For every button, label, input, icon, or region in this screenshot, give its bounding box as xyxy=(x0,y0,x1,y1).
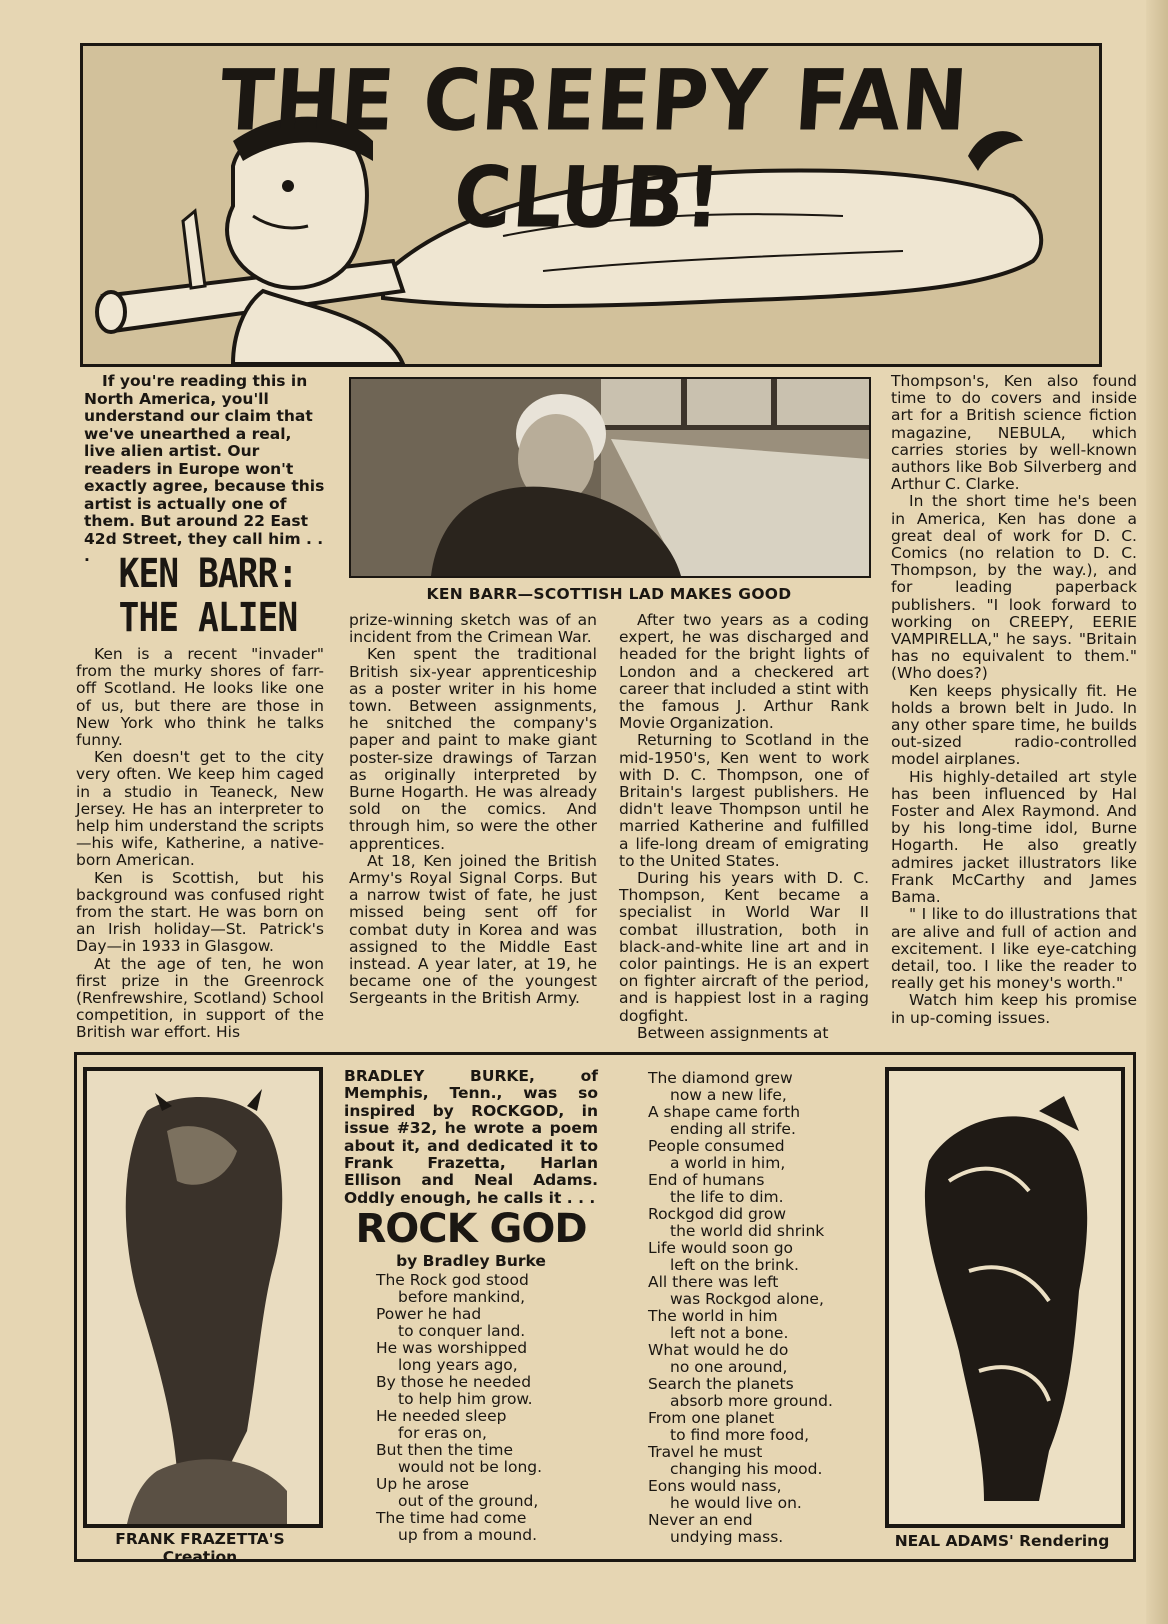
poem-line: no one around, xyxy=(670,1358,788,1376)
poem-line: left not a bone. xyxy=(670,1324,789,1342)
article-column-2 xyxy=(349,612,597,1008)
poem-title: ROCK GOD xyxy=(355,1206,587,1252)
poem-line: ending all strife. xyxy=(670,1120,796,1138)
poem-line: The world in him xyxy=(648,1307,778,1325)
poem-line: Travel he must xyxy=(648,1443,763,1461)
article-column-3 xyxy=(619,612,869,1042)
paragraph: At the age of ten, he won first prize in the Greenrock (Renfrewshire, Scotland) School competition, in support of the British war effort. His xyxy=(76,954,324,1042)
poem-line: The Rock god stood xyxy=(376,1271,529,1289)
poem-line: up from a mound. xyxy=(398,1526,538,1544)
poem-line: out of the ground, xyxy=(398,1492,539,1510)
article-column-4 xyxy=(891,373,1137,1027)
photo-image xyxy=(351,379,869,576)
poem-line: But then the time xyxy=(376,1441,514,1459)
poem-line: Eons would nass, xyxy=(648,1477,782,1495)
article-title-line1: KEN BARR: xyxy=(118,551,298,597)
header-banner xyxy=(80,43,1102,367)
poem-line: From one planet xyxy=(648,1409,775,1427)
poem-line: The diamond grew xyxy=(648,1069,793,1087)
poem-intro: BRADLEY BURKE, of Memphis, Tenn., was so inspired by ROCKGOD, in issue #32, he wrote a poem about it, and dedicated it to Frank Frazetta, Harlan Ellison and Neal Adams. Oddly enough, he calls it . . . xyxy=(344,1067,598,1207)
frazetta-caption: FRANK FRAZETTA'S Creation xyxy=(115,1530,285,1566)
intro-paragraph: If you're reading this in North America, you'll understand our claim that we've unearthed a real, live alien artist. Our readers in Europe won't exactly agree, because this artist is actually one of them. But around 22 East 42d Street, they call him . . . xyxy=(84,372,325,565)
paragraph: At 18, Ken joined the British Army's Royal Signal Corps. But a narrow twist of fate, he just missed being sent off for combat duty in Korea and was assigned to the Middle East instead. A year later, at 19, he became one of the youngest Sergeants in the British Army. xyxy=(349,851,597,1008)
ken-barr-photo xyxy=(349,377,871,578)
poem-line: Life would soon go xyxy=(648,1239,794,1257)
poem-line: changing his mood. xyxy=(670,1460,823,1478)
poem-line: All there was left xyxy=(648,1273,779,1291)
poem-line: the world did shrink xyxy=(670,1222,825,1240)
paragraph: Ken is a recent "invader" from the murky shores of farr-off Scotland. He looks like one of us, but there are those in New York who think he talks funny. xyxy=(76,645,324,750)
poem-line: now a new life, xyxy=(670,1086,787,1104)
poem-line: a world in him, xyxy=(670,1154,786,1172)
poem-line: People consumed xyxy=(648,1137,785,1155)
poem-line: He was worshipped xyxy=(376,1339,528,1357)
poem-line: before mankind, xyxy=(398,1288,526,1306)
paragraph: Between assignments at xyxy=(637,1023,829,1042)
paragraph: After two years as a coding expert, he was discharged and headed for the bright lights of London and a checkered art career that included a stint with the famous J. Arthur Rank Movie Organization. xyxy=(619,611,869,733)
frazetta-artwork xyxy=(83,1067,323,1528)
article-title xyxy=(108,552,308,640)
poem-line: absorb more ground. xyxy=(670,1392,833,1410)
paragraph: Ken doesn't get to the city very often. We keep him caged in a studio in Teaneck, New Jersey. He has an interpreter to help him understand the scripts—his wife, Katherine, a native-born American. xyxy=(76,748,324,870)
article-title-line2: THE ALIEN xyxy=(118,595,298,641)
poem-line: undying mass. xyxy=(670,1528,784,1546)
poem-line: to find more food, xyxy=(670,1426,810,1444)
paragraph: Ken spent the traditional British six-year apprenticeship as a poster writer in his home town. Between assignments, he snitched the company's paper and paint to make giant poster-size drawings of Tarzan as originally interpreted by Burne Hogarth. He was already sold on the comics. And through him, so were the other apprentices. xyxy=(349,645,597,853)
neal-adams-figure-image xyxy=(889,1071,1121,1524)
neal-adams-caption: NEAL ADAMS' Rendering xyxy=(894,1532,1110,1550)
poem-line: What would he do xyxy=(648,1341,789,1359)
article-column-1 xyxy=(76,646,324,1042)
poem-line: was Rockgod alone, xyxy=(670,1290,824,1308)
poem-line: to help him grow. xyxy=(398,1390,533,1408)
poem-line: Never an end xyxy=(648,1511,753,1529)
paragraph: Ken is Scottish, but his background was confused right from the start. He was born on an Irish holiday—St. Patrick's Day—in 1933 in Glasgow. xyxy=(76,868,324,956)
poem-line: left on the brink. xyxy=(670,1256,799,1274)
poem-line: he would live on. xyxy=(670,1494,802,1512)
poem-line: Rockgod did grow xyxy=(648,1205,787,1223)
paragraph: prize-winning sketch was of an incident from the Crimean War. xyxy=(349,611,597,647)
paragraph: Watch him keep his promise in up-coming issues. xyxy=(891,991,1137,1027)
article-intro xyxy=(84,373,326,566)
paragraph: During his years with D. C. Thompson, Kent became a specialist in World War II combat illustration, both in black-and-white line art and in color paintings. He is an expert on fighter aircraft of the period, and is happiest lost in a raging dogfight. xyxy=(619,869,869,1025)
poem-line: Search the planets xyxy=(648,1375,794,1393)
poem-line: A shape came forth xyxy=(648,1103,801,1121)
paragraph: Returning to Scotland in the mid-1950's, Ken went to work with D. C. Thompson, one of Britain's largest publishers. He didn't leave Thompson until he married Katherine and fulfilled a life-long dream of emigrating to the United States. xyxy=(619,731,869,870)
neal-adams-artwork xyxy=(885,1067,1125,1528)
poem-line: He needed sleep xyxy=(376,1407,507,1425)
poem-line: End of humans xyxy=(648,1171,765,1189)
poem-line: Up he arose xyxy=(376,1475,470,1493)
photo-caption: KEN BARR—SCOTTISH LAD MAKES GOOD xyxy=(426,585,792,603)
poem-byline: by Bradley Burke xyxy=(396,1252,546,1270)
poem-line: the life to dim. xyxy=(670,1188,784,1206)
frazetta-figure-image xyxy=(87,1071,319,1524)
poem-line: would not be long. xyxy=(398,1458,543,1476)
paragraph: Thompson's, Ken also found time to do covers and inside art for a British science fiction magazine, NEBULA, which carries stories by well-known authors like Bob Silverberg and Arthur C. Clarke. xyxy=(891,372,1137,494)
paragraph: In the short time he's been in America, Ken has done a great deal of work for D. C. Comics (no relation to D. C. Thompson, by the way.), and for leading paperback publishers. "I look forward to working on CREEPY, EERIE VAMPIRELLA," he says. "Britain has no equivalent to them." (Who does?) xyxy=(891,492,1137,683)
page-edge xyxy=(1146,0,1168,1624)
paragraph: His highly-detailed art style has been influenced by Hal Foster and Alex Raymond. And by his long-time idol, Burne Hogarth. He also greatly admires jacket illustrators like Frank McCarthy and James Bama. xyxy=(891,767,1137,907)
poem-line: for eras on, xyxy=(398,1424,487,1442)
poem-column-1 xyxy=(376,1272,606,1544)
paragraph: Ken keeps physically fit. He holds a brown belt in Judo. In any other spare time, he builds out-sized radio-controlled model airplanes. xyxy=(891,681,1137,769)
poem-line: Power he had xyxy=(376,1305,482,1323)
poem-line: long years ago, xyxy=(398,1356,518,1374)
paragraph: " I like to do illustrations that are alive and full of action and excitement. I like eye-catching detail, too. I like the reader to really get his money's worth." xyxy=(891,905,1137,993)
poem-line: By those he needed xyxy=(376,1373,532,1391)
poem-line: The time had come xyxy=(376,1509,527,1527)
poem-line: to conquer land. xyxy=(398,1322,526,1340)
poem-column-2 xyxy=(648,1070,878,1546)
header-title: THE CREEPY FAN CLUB! xyxy=(217,52,972,248)
